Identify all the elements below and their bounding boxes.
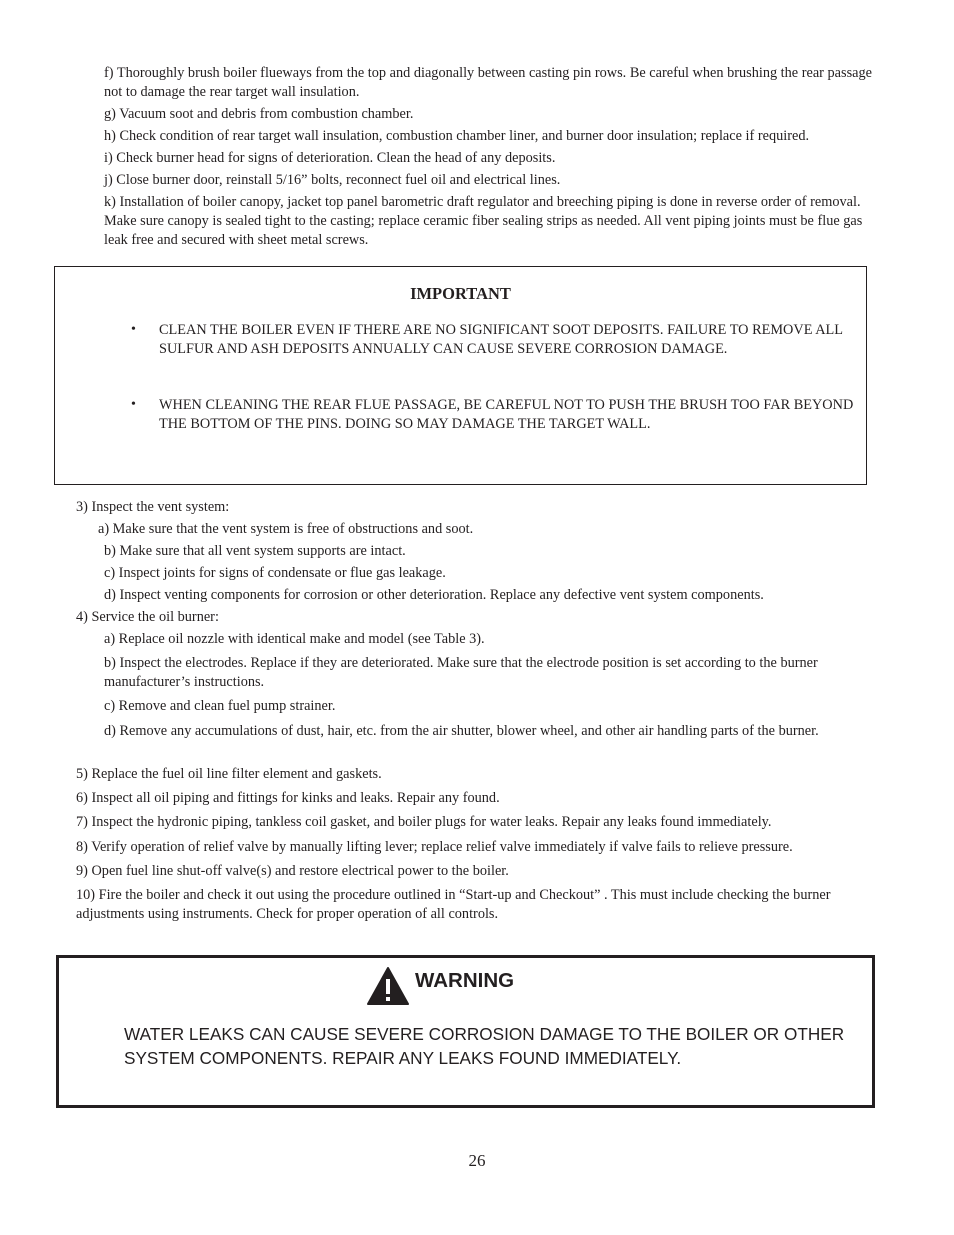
item-j: j) Close burner door, reinstall 5/16” bolts, reconnect fuel oil and electrical lines. [104,172,561,188]
page-number: 26 [468,1151,486,1170]
item-h: h) Check condition of rear target wall insulation, combustion chamber liner, and burner door insulation; replace if required. [104,128,810,144]
step-5: 5) Replace the fuel oil line filter element and gaskets. [76,766,382,782]
burner-item-c: c) Remove and clean fuel pump strainer. [104,698,336,714]
step-4-heading: 4) Service the oil burner: [76,609,219,625]
step-3-heading: 3) Inspect the vent system: [76,499,230,515]
warning-triangle-icon [366,966,410,1006]
item-f: f) Thoroughly brush boiler flueways from the top and diagonally between casting pin rows. Be careful when brushing the rear passage not to damage the rear target wall insulation. [104,65,872,100]
item-i: i) Check burner head for signs of deterioration. Clean the head of any deposits. [104,150,556,166]
important-box [54,266,867,485]
warning-box [56,955,875,1108]
burner-item-b: b) Inspect the electrodes. Replace if they are deteriorated. Make sure that the electrode position is set according to the burner manufacturer’s instructions. [104,655,818,690]
warning-title: WARNING [415,969,515,992]
important-bullet-1: CLEAN THE BOILER EVEN IF THERE ARE NO SIGNIFICANT SOOT DEPOSITS. FAILURE TO REMOVE ALL SULFUR AND ASH DEPOSITS ANNUALLY CAN CAUSE SEVERE CORROSION DAMAGE. [159,322,843,358]
step-7: 7) Inspect the hydronic piping, tankless coil gasket, and boiler plugs for water leaks. Repair any leaks found immediately. [76,814,772,830]
bullet-marker: • [131,397,136,412]
step-6: 6) Inspect all oil piping and fittings for kinks and leaks. Repair any found. [76,790,500,806]
burner-item-d: d) Remove any accumulations of dust, hair, etc. from the air shutter, blower wheel, and other air handling parts of the burner. [104,723,819,739]
important-title: IMPORTANT [410,284,511,303]
vent-item-c: c) Inspect joints for signs of condensate or flue gas leakage. [104,565,446,581]
item-g: g) Vacuum soot and debris from combustion chamber. [104,106,414,122]
step-8: 8) Verify operation of relief valve by manually lifting lever; replace relief valve immediately if valve fails to relieve pressure. [76,839,793,855]
step-10: 10) Fire the boiler and check it out using the procedure outlined in “Start-up and Checkout” . This must include checking the burner adjustments using instruments. Check for proper operation of all controls. [76,887,831,922]
vent-item-d: d) Inspect venting components for corrosion or other deterioration. Replace any defective vent system components. [104,587,764,603]
vent-item-a: a) Make sure that the vent system is free of obstructions and soot. [98,521,474,537]
warning-text: WATER LEAKS CAN CAUSE SEVERE CORROSION DAMAGE TO THE BOILER OR OTHER SYSTEM COMPONENTS. REPAIR ANY LEAKS FOUND IMMEDIATELY. [124,1024,845,1068]
vent-item-b: b) Make sure that all vent system supports are intact. [104,543,406,559]
important-bullet-2: WHEN CLEANING THE REAR FLUE PASSAGE, BE CAREFUL NOT TO PUSH THE BRUSH TOO FAR BEYOND THE BOTTOM OF THE PINS. DOING SO MAY DAMAGE THE TARGET WALL. [159,397,854,433]
step-9: 9) Open fuel line shut-off valve(s) and restore electrical power to the boiler. [76,863,509,879]
bullet-marker: • [131,322,136,337]
burner-item-a: a) Replace oil nozzle with identical make and model (see Table 3). [104,631,485,647]
item-k: k) Installation of boiler canopy, jacket top panel barometric draft regulator and breeching piping is done in reverse order of removal. Make sure canopy is sealed tight to the casting; replace ceramic fiber sealing strips as needed. All vent piping joints must be flue gas leak free and secured with sheet metal screws. [104,194,863,248]
